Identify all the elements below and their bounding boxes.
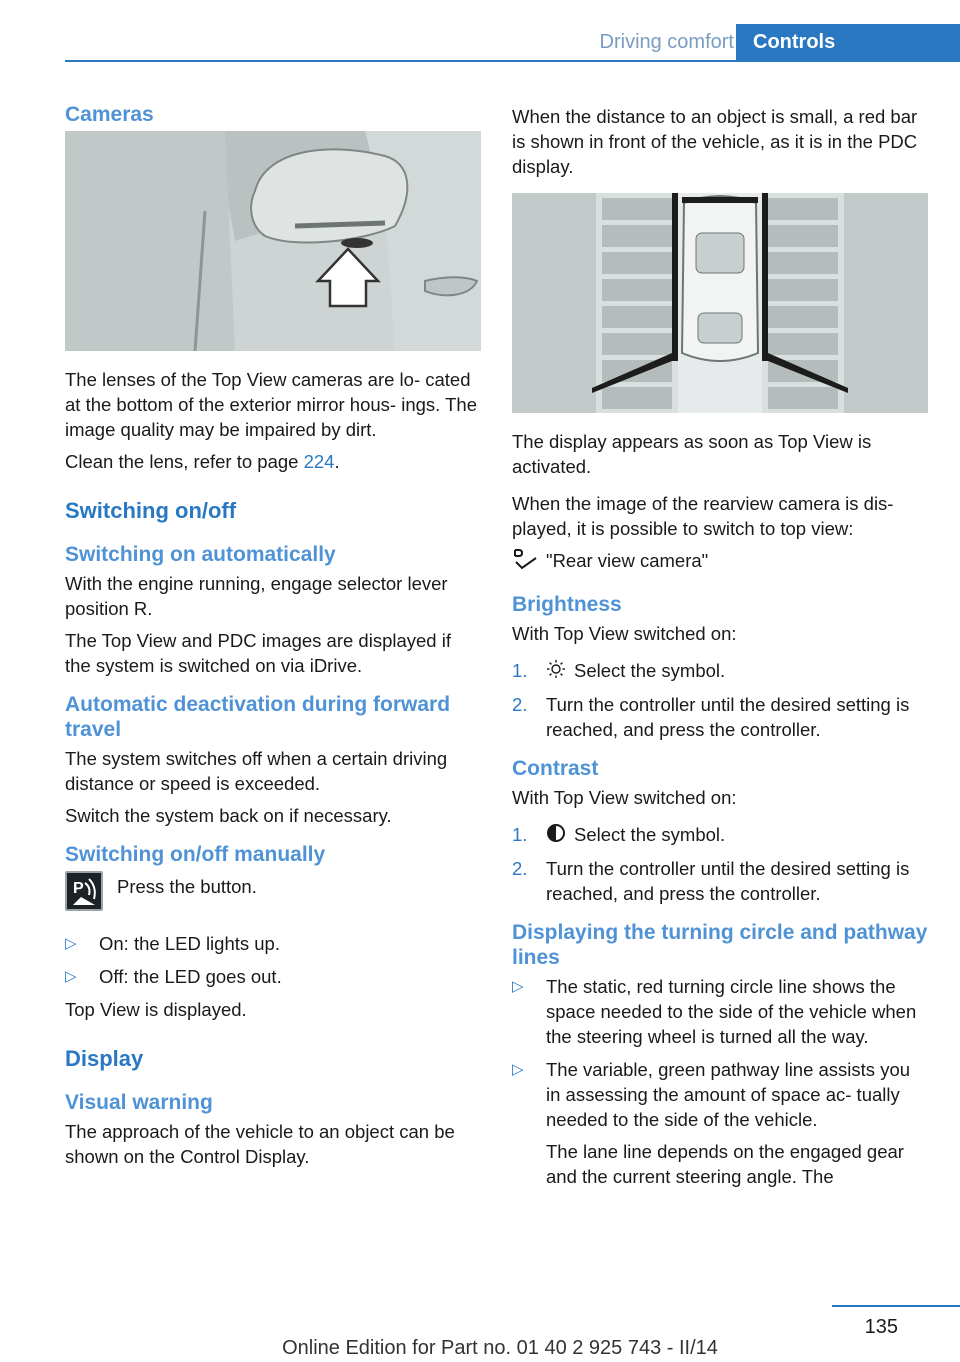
footer-rule [832, 1305, 960, 1307]
manual-list [65, 931, 481, 989]
contrast-intro: With Top View switched on: [512, 787, 737, 809]
list-item: ▷ The variable, green pathway line assists you in assessing the amount of space ac‐ tually needed to the side of the vehicle. The lane line depends on the engaged gear and the current steering angle. The [512, 1057, 928, 1189]
turning-circle-heading: Displaying the turning circle and pathway lines [512, 921, 928, 970]
switching-auto-heading: Switching on automatically [65, 543, 336, 566]
deactivation-text-2: Switch the system back on if necessary. [65, 805, 392, 826]
clean-lens-text: Clean the lens, refer to page 224. [65, 451, 340, 472]
page-header [65, 24, 960, 62]
triangle-bullet-icon: ▷ [65, 968, 77, 985]
list-item: 2. Turn the controller until the desired setting is reached, and press the controller. [512, 694, 910, 741]
visual-warning-text: The approach of the vehicle to an object can be shown on the Control Display. [65, 1121, 455, 1167]
press-button-text: Press the button. [117, 876, 257, 897]
list-item: ▷ On: the LED lights up. [65, 933, 280, 954]
triangle-bullet-icon: ▷ [512, 978, 524, 996]
display-appears-text: The display appears as soon as Top View is activated. [512, 431, 872, 477]
rearview-text: When the image of the rearview camera is dis‐ played, it is possible to switch to top view: [512, 493, 894, 539]
header-section: Driving comfort [599, 31, 734, 53]
brightness-steps [512, 658, 928, 742]
triangle-bullet-icon: ▷ [65, 935, 77, 952]
cameras-heading: Cameras [65, 103, 154, 126]
page-224-link[interactable]: 224 [303, 451, 335, 472]
contrast-heading: Contrast [512, 757, 599, 781]
auto-text-2: The Top View and PDC images are displayed if the system is switched on via iDrive. [65, 630, 451, 676]
auto-text: With the engine running, engage selector lever position R. [65, 573, 448, 619]
list-item: ▷ The static, red turning circle line shows the space needed to the side of the vehicle when the steering wheel is turned all the way. [512, 976, 917, 1048]
switching-heading: Switching on/off [65, 498, 237, 523]
left-column [65, 100, 481, 1176]
edition-footer: Online Edition for Part no. 01 40 2 925 743 - II/14 [282, 1337, 718, 1359]
distance-text: When the distance to an object is small, a red bar is shown in front of the vehicle, as it is in the PDC display. [512, 106, 918, 177]
svg-text:P: P [73, 880, 84, 897]
mirror-illustration [65, 131, 481, 351]
right-column [512, 100, 928, 1197]
contrast-icon [546, 823, 566, 849]
triangle-bullet-icon: ▷ [512, 1061, 524, 1079]
lane-line-text: The lane line depends on the engaged gear and the current steering angle. The [546, 1141, 904, 1188]
rear-view-camera-icon [512, 548, 538, 576]
mirror-camera-image [65, 131, 481, 351]
page-number: 135 [864, 1316, 898, 1338]
manual-heading: Switching on/off manually [65, 843, 326, 866]
visual-warning-heading: Visual warning [65, 1091, 213, 1114]
contrast-steps [512, 822, 928, 906]
top-view-illustration [512, 193, 928, 413]
press-button-row [65, 871, 481, 917]
lens-text: The lenses of the Top View cameras are lo‐ cated at the bottom of the exterior mirror hous‐ ings. The image quality may be impaired by dirt. [65, 369, 477, 440]
turning-list [512, 974, 928, 1189]
brightness-heading: Brightness [512, 593, 622, 617]
brightness-intro: With Top View switched on: [512, 623, 737, 645]
deactivation-text: The system switches off when a certain driving distance or speed is exceeded. [65, 748, 448, 794]
camera-p-icon [67, 873, 101, 909]
deactivation-heading: Automatic deactivation during forward travel [65, 693, 451, 741]
display-heading: Display [65, 1046, 144, 1071]
top-view-image [512, 193, 928, 413]
topview-displayed-text: Top View is displayed. [65, 999, 247, 1020]
list-item: 2. Turn the controller until the desired setting is reached, and press the controller. [512, 858, 910, 905]
parking-camera-button-icon [65, 871, 103, 911]
sun-icon [546, 659, 566, 685]
rear-view-camera-option: "Rear view camera" [512, 548, 928, 576]
list-item: 1. Select the symbol. [512, 658, 928, 685]
list-item: 1. Select the symbol. [512, 822, 928, 849]
header-tab: Controls [736, 24, 960, 61]
list-item: ▷ Off: the LED goes out. [65, 966, 282, 987]
